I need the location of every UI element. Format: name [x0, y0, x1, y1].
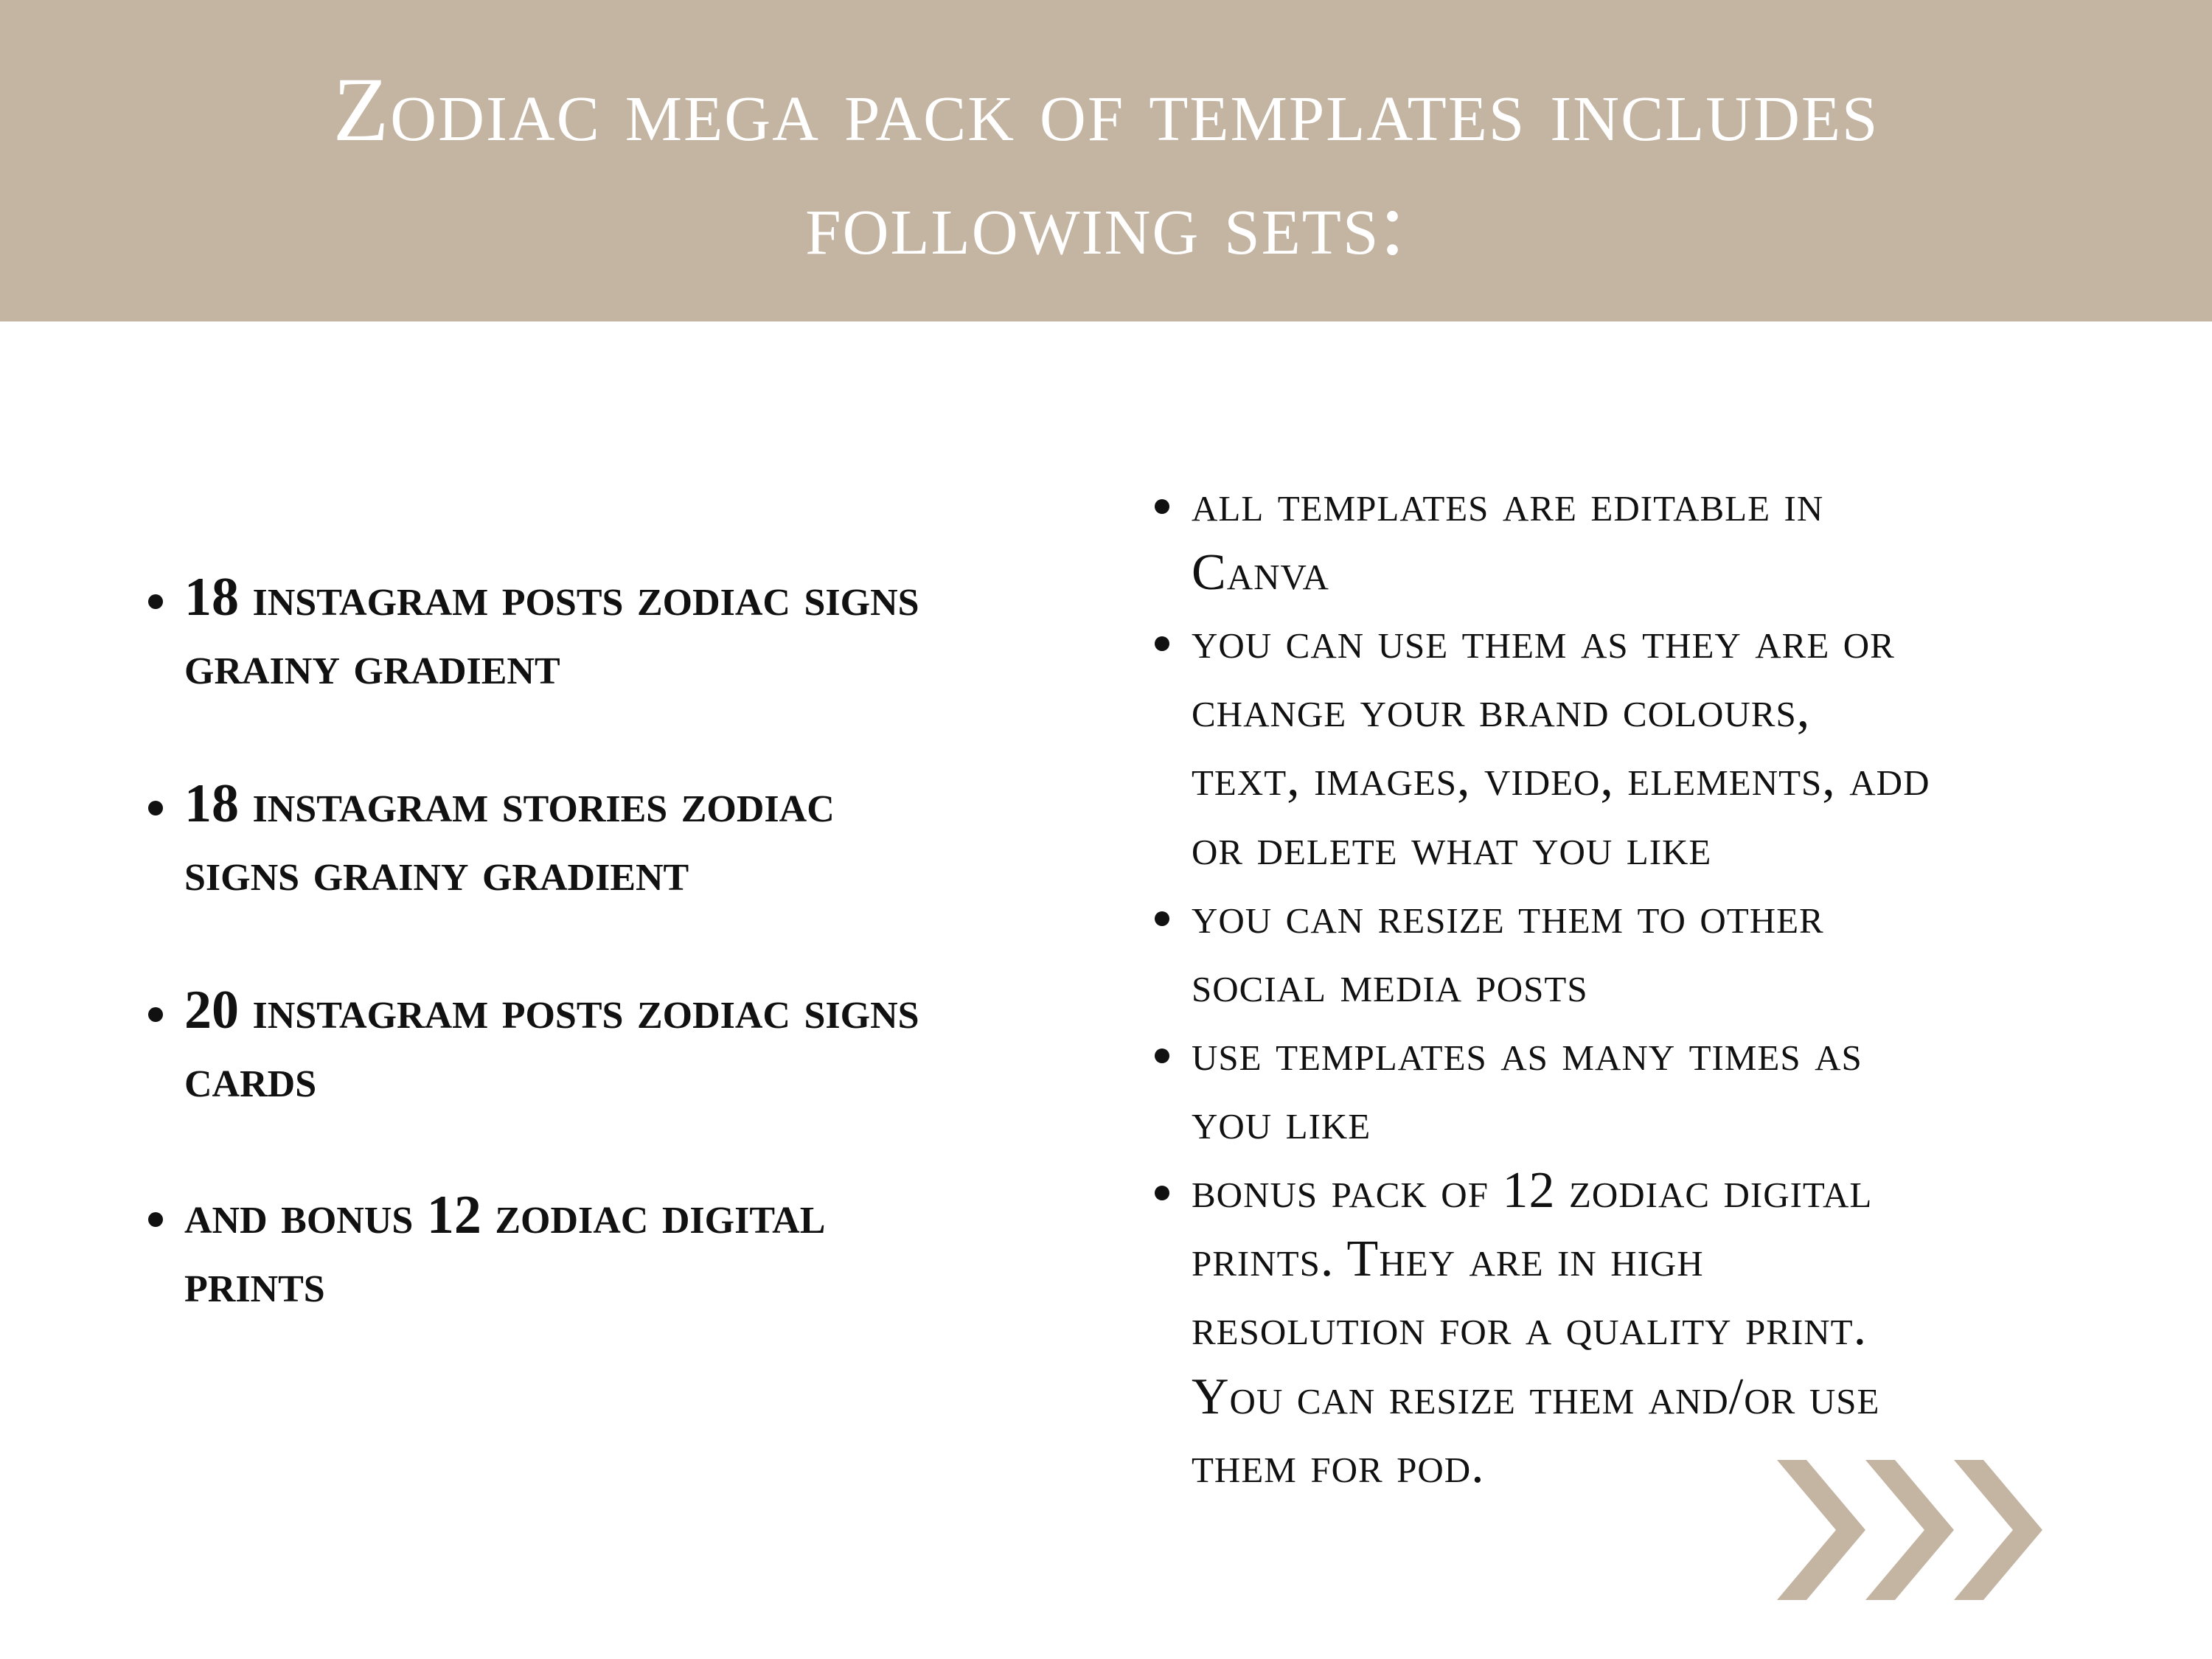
bullet-icon: [148, 1212, 163, 1227]
feature-text: you can resize them to other social media posts: [1192, 888, 1824, 1014]
feature-text: bonus pack of 12 zodiac digital prints. They are in high resolution for a quality print. You can resize them and/or use them for pod.: [1192, 1162, 1880, 1494]
set-label: 18 instagram posts zodiac signs grainy gradient: [184, 567, 919, 696]
chevron-right-icon: [1777, 1460, 1865, 1600]
bullet-icon: [1155, 499, 1169, 514]
feature-text: all templates are editable in Canva: [1192, 476, 1824, 602]
bullet-icon: [1155, 1048, 1169, 1063]
header-banner: [0, 0, 2212, 321]
chevron-right-icon: [1954, 1460, 2042, 1600]
chevron-right-icon: [1865, 1460, 1954, 1600]
bullet-icon: [1155, 636, 1169, 651]
bullet-icon: [148, 594, 163, 609]
bullet-icon: [1155, 1186, 1169, 1200]
chevrons-decoration: [1777, 1460, 2057, 1600]
bullet-icon: [148, 1007, 163, 1022]
page-title: Zodiac mega pack of templates includes following sets:: [333, 59, 1879, 274]
feature-text: you can use them as they are or change your brand colours, text, images, video, elements, add or delete what you like: [1192, 613, 1930, 876]
set-label: 20 instagram posts zodiac signs cards: [184, 980, 919, 1109]
bullet-icon: [148, 801, 163, 815]
set-label: and bonus 12 zodiac digital prints: [184, 1185, 826, 1314]
set-label: 18 instagram stories zodiac signs grainy gradient: [184, 773, 835, 902]
bullet-icon: [1155, 911, 1169, 926]
feature-text: use templates as many times as you like: [1192, 1025, 1863, 1151]
